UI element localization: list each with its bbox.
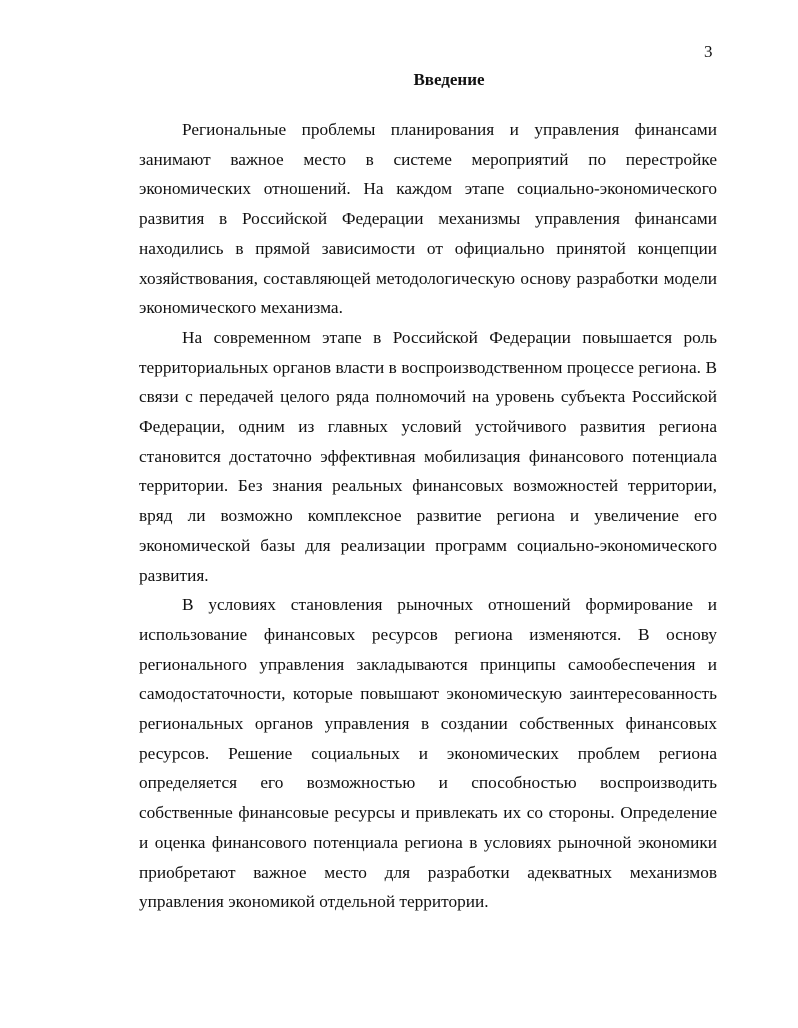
- page-number: 3: [704, 42, 713, 61]
- paragraph-1: Региональные проблемы планирования и управления финансами занимают важное место в системе мероприятий по перестройке экономических отношений. На каждом этапе социально-экономического развития в Российской Федерации механизмы управления финансами находились в прямой зависимости от официально принятой концепции хозяйствования, составляющей методологическую основу разработки модели экономического механизма.: [139, 120, 717, 318]
- paragraph-3: В условиях становления рыночных отношений формирование и использование финансовых ресурсов региона изменяются. В основу регионального управления закладываются принципы самообеспечения и самодостаточности, которые повышают экономическую заинтересованность региональных органов управления в создании собственных финансовых ресурсов. Решение социальных и экономических проблем региона определяется его возможностью и способностью воспроизводить собственные финансовые ресурсы и привлекать их со стороны. Определение и оценка финансового потенциала региона в условиях рыночной экономики приобретают важное место для разработки адекватных механизмов управления экономикой отдельной территории.: [139, 595, 717, 912]
- document-body: [139, 115, 717, 917]
- page-title: Введение: [413, 70, 485, 89]
- paragraph-2: На современном этапе в Российской Федерации повышается роль территориальных органов власти в воспроизводственном процессе региона. В связи с передачей целого ряда полномочий на уровень субъекта Российской Федерации, одним из главных условий устойчивого развития региона становится достаточно эффективная мобилизация финансового потенциала территории. Без знания реальных финансовых возможностей территории, вряд ли возможно комплексное развитие региона и увеличение его экономической базы для реализации программ социально-экономического развития.: [139, 327, 717, 585]
